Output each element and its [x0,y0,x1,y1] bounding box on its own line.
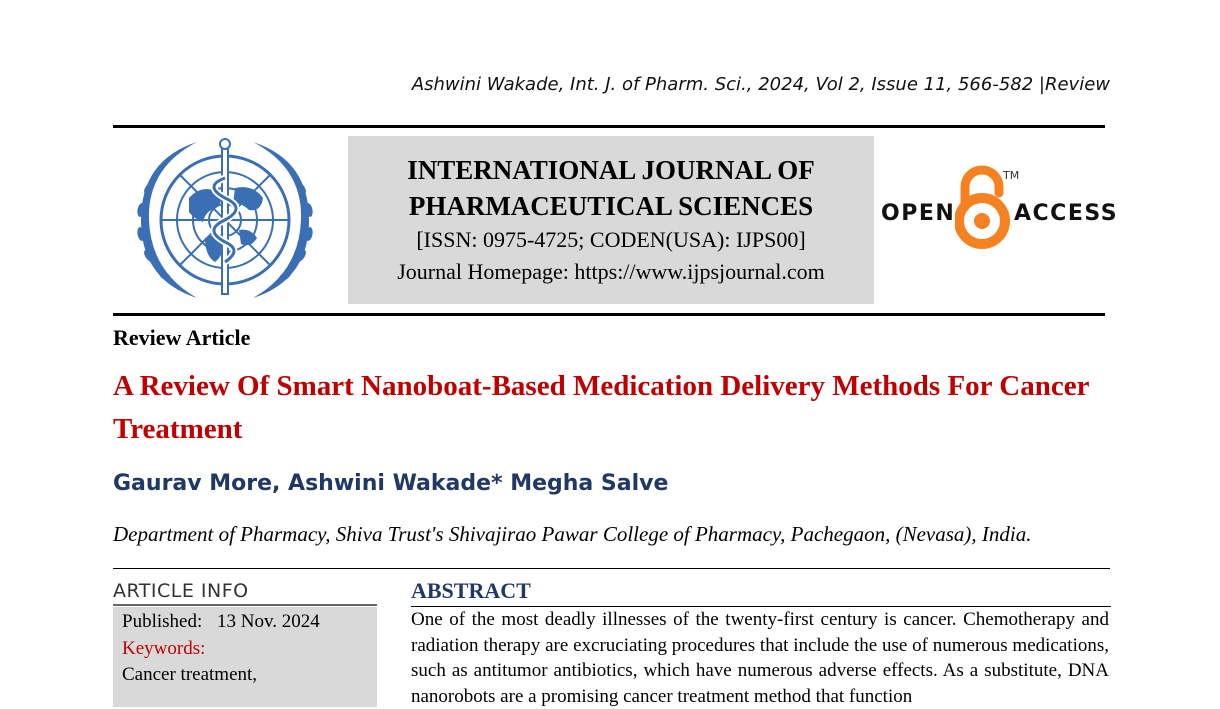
journal-issn: [ISSN: 0975-4725; CODEN(USA): IJPS00] [416,227,806,252]
keywords-label: Keywords: [122,638,206,659]
running-head: Ashwini Wakade, Int. J. of Pharm. Sci., 2024, Vol 2, Issue 11, 566-582 |Review [411,74,1110,95]
journal-name-line1: INTERNATIONAL JOURNAL OF [407,155,815,185]
abstract-heading: ABSTRACT [411,578,531,603]
abstract-text: One of the most deadly illnesses of the twenty-first century is cancer. Chemotherapy and radiation therapy are excruciating procedures that include the use of numerous medications, such as antitumor antibiotics, which have numerous adverse effects. As a substitute, DNA nanorobots are a promising cancer treatment method that function [411,609,1109,707]
published-label: Published: [122,611,203,632]
article-type: Review Article [113,325,251,350]
journal-name-line2: PHARMACEUTICAL SCIENCES [408,191,814,221]
header-bottom-rule [113,313,1105,316]
keyword-item: Cancer treatment, [122,664,258,685]
author-affiliation: Department of Pharmacy, Shiva Trust's Shivajirao Pawar College of Pharmacy, Pachegaon, (Nevasa), India. [113,522,1032,546]
article-title: A Review Of Smart Nanoboat-Based Medication Delivery Methods For Cancer Treatment [113,370,1089,445]
header-top-rule [113,125,1105,128]
journal-masthead [348,136,874,304]
journal-homepage-link[interactable]: Journal Homepage: https://www.ijpsjournal.com [397,259,825,284]
published-line [122,611,320,633]
open-access-word-open: OPEN [881,201,956,226]
affiliation-rule [113,568,1110,569]
open-access-word-access: ACCESS [1014,201,1119,226]
article-info-rule [113,604,377,606]
article-info-box [113,607,377,707]
open-access-trademark: TM [1003,169,1020,182]
article-authors: Gaurav More, Ashwini Wakade* Megha Salve [113,471,669,496]
article-info-heading: ARTICLE INFO [113,580,249,602]
un-emblem-caduceus-icon [127,138,323,308]
published-date: 13 Nov. 2024 [216,611,320,632]
